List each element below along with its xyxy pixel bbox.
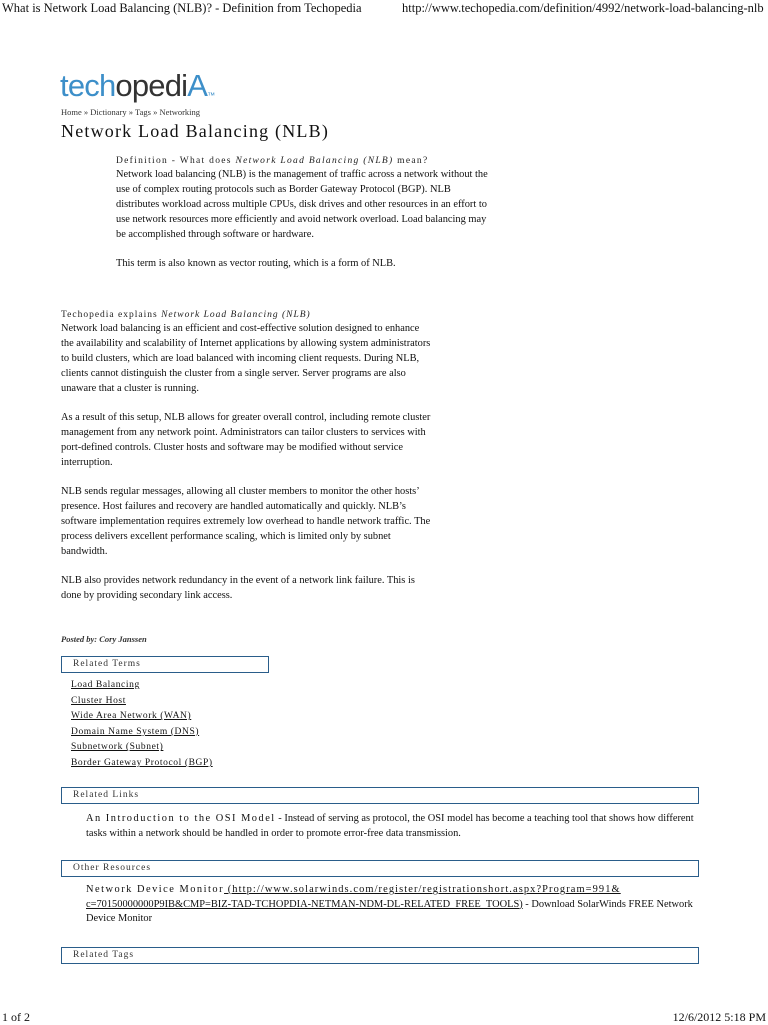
posted-by: Posted by: Cory Janssen: [61, 634, 147, 644]
related-tags-heading: Related Tags: [61, 947, 699, 964]
breadcrumb-separator: »: [81, 107, 91, 117]
definition-body: Network load balancing (NLB) is the management of traffic across a network without the use of complex routing protocols such as Border Gateway Protocol (BGP). NLB distributes workload across multiple CPUs, disk drives and other resources in an effort to use network resources more efficiently and avoid network overload. Load balancing may be accomplished through software or hardware.: [116, 169, 488, 240]
related-term-link[interactable]: Subnetwork (Subnet): [71, 742, 164, 753]
breadcrumb: [61, 107, 200, 117]
print-header: [0, 0, 768, 18]
related-link-description: - Instead of serving as protocol, the OSI model has become a teaching tool that shows how different tasks within a network should be handled in order to promote error-free data transmission.: [86, 813, 694, 839]
explains-heading: [61, 310, 431, 320]
other-resources-heading: Other Resources: [61, 860, 699, 877]
breadcrumb-home[interactable]: Home: [61, 107, 82, 117]
breadcrumb-separator: »: [150, 107, 160, 117]
other-resource-description: - Download SolarWinds FREE Network Device Monitor: [86, 898, 693, 924]
explains-heading-prefix: Techopedia explains: [61, 310, 162, 320]
other-resource-item: [86, 883, 698, 927]
other-resource-url-line1[interactable]: (http://www.solarwinds.com/register/registrationshort.aspx?Program=991&: [224, 884, 621, 895]
breadcrumb-tags[interactable]: Tags: [135, 107, 151, 117]
print-datetime: 12/6/2012 5:18 PM: [672, 1010, 766, 1024]
related-terms-list: [71, 678, 213, 772]
breadcrumb-dictionary[interactable]: Dictionary: [90, 107, 127, 117]
definition-section: [116, 156, 488, 271]
print-header-url: http://www.techopedia.com/definition/4992/network-load-balancing-nlb: [402, 1, 764, 15]
definition-heading-prefix: Definition - What does: [116, 156, 236, 166]
explains-section: [61, 310, 431, 603]
related-terms-heading: Related Terms: [61, 656, 269, 673]
logo-part-tech: tech: [60, 68, 116, 103]
explains-heading-term: Network Load Balancing (NLB): [161, 310, 311, 320]
related-term-link[interactable]: Wide Area Network (WAN): [71, 711, 192, 722]
page-title: Network Load Balancing (NLB): [61, 121, 330, 141]
related-link-item: [86, 811, 698, 841]
explains-paragraph: Network load balancing is an efficient and cost-effective solution designed to enhance the availability and scalability of Internet applications by allowing system administrators to build clusters, which are load balanced with incoming client requests. During NLB, clients cannot distinguish the cluster from a single server. Server programs are also unaware that a cluster is running.: [61, 323, 431, 394]
explains-paragraph: NLB also provides network redundancy in the event of a network link failure. This is done by providing secondary link access.: [61, 575, 415, 601]
definition-heading-suffix: mean?: [393, 156, 429, 166]
related-term-link[interactable]: Load Balancing: [71, 680, 140, 690]
related-term-link[interactable]: Domain Name System (DNS): [71, 726, 200, 737]
related-term-link[interactable]: Cluster Host: [71, 695, 126, 706]
breadcrumb-separator: »: [126, 107, 135, 117]
other-resource-title: Network Device Monitor: [86, 884, 225, 895]
definition-heading: [116, 156, 488, 166]
techopedia-logo[interactable]: [60, 70, 214, 101]
related-links-heading: Related Links: [61, 787, 699, 804]
print-header-title: What is Network Load Balancing (NLB)? - Definition from Techopedia: [2, 1, 362, 15]
logo-part-opedi: opedi: [115, 68, 188, 103]
logo-trademark: ™: [207, 91, 215, 100]
page-number: 1 of 2: [2, 1010, 30, 1024]
breadcrumb-networking[interactable]: Networking: [159, 107, 201, 117]
definition-heading-term: Network Load Balancing (NLB): [235, 156, 394, 166]
explains-paragraph: NLB sends regular messages, allowing all cluster members to monitor the other hosts’ presence. Host failures and recovery are handled automatically and quickly. NLB’s software implementation requires extremely low overhead to handle network traffic. The process delivers excellent performance scaling, which is limited only by subnet bandwidth.: [61, 486, 431, 557]
logo-part-a: A: [187, 68, 208, 103]
related-link-title[interactable]: An Introduction to the OSI Model: [86, 813, 276, 824]
definition-aka: This term is also known as vector routing, which is a form of NLB.: [116, 258, 396, 269]
other-resource-url-line2[interactable]: c=70150000000P9IB&CMP=BIZ-TAD-TCHOPDIA-NETMAN-NDM-DL-RELATED_FREE_TOOLS): [86, 898, 523, 910]
explains-paragraph: As a result of this setup, NLB allows for greater overall control, including remote cluster management from any network point. Administrators can tailor clusters to services with port-defined controls. Cluster hosts and software may be modified without service interruption.: [61, 412, 431, 468]
related-term-link[interactable]: Border Gateway Protocol (BGP): [71, 757, 213, 768]
